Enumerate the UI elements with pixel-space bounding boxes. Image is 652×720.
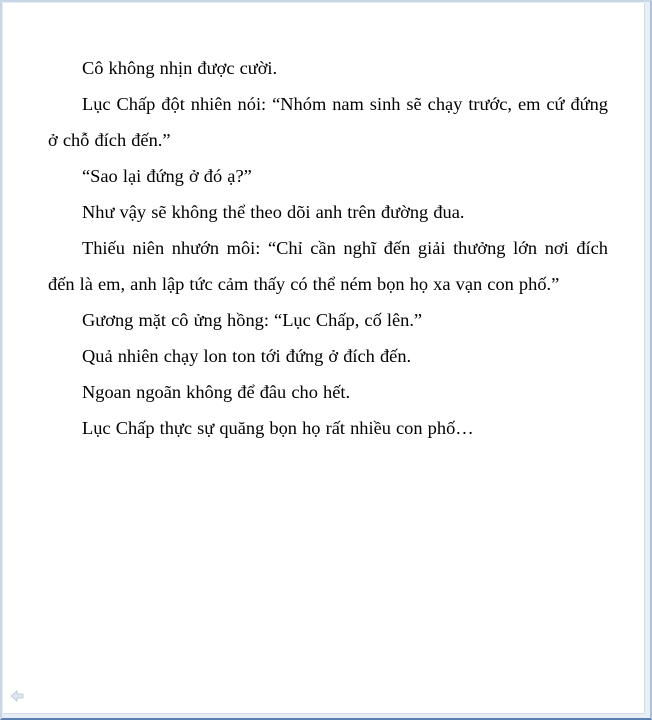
paragraph-2: Lục Chấp đột nhiên nói: “Nhóm nam sinh sẽ chạy trước, em cứ đứng ở chỗ đích đến.”	[48, 94, 608, 150]
paragraph-8: Ngoan ngoãn không để đâu cho hết.	[82, 382, 351, 402]
back-arrow-icon[interactable]	[10, 690, 24, 702]
paragraph-1: Cô không nhịn được cười.	[82, 58, 278, 78]
paragraph-6: Gương mặt cô ửng hồng: “Lục Chấp, cố lên.”	[82, 310, 423, 330]
paragraph-3: “Sao lại đứng ở đó ạ?”	[82, 166, 252, 186]
paragraph-5: Thiếu niên nhướn môi: “Chỉ cần nghĩ đến giải thưởng lớn nơi đích đến là em, anh lập tức cảm thấy có thể ném bọn họ xa vạn con phố.”	[48, 238, 608, 294]
paragraph-9: Lục Chấp thực sự quăng bọn họ rất nhiều con phố…	[82, 418, 474, 438]
paragraph-7: Quả nhiên chạy lon ton tới đứng ở đích đến.	[82, 346, 412, 366]
paragraph-4: Như vậy sẽ không thể theo dõi anh trên đường đua.	[82, 202, 465, 222]
document-page	[3, 3, 645, 714]
document-body	[48, 50, 608, 446]
